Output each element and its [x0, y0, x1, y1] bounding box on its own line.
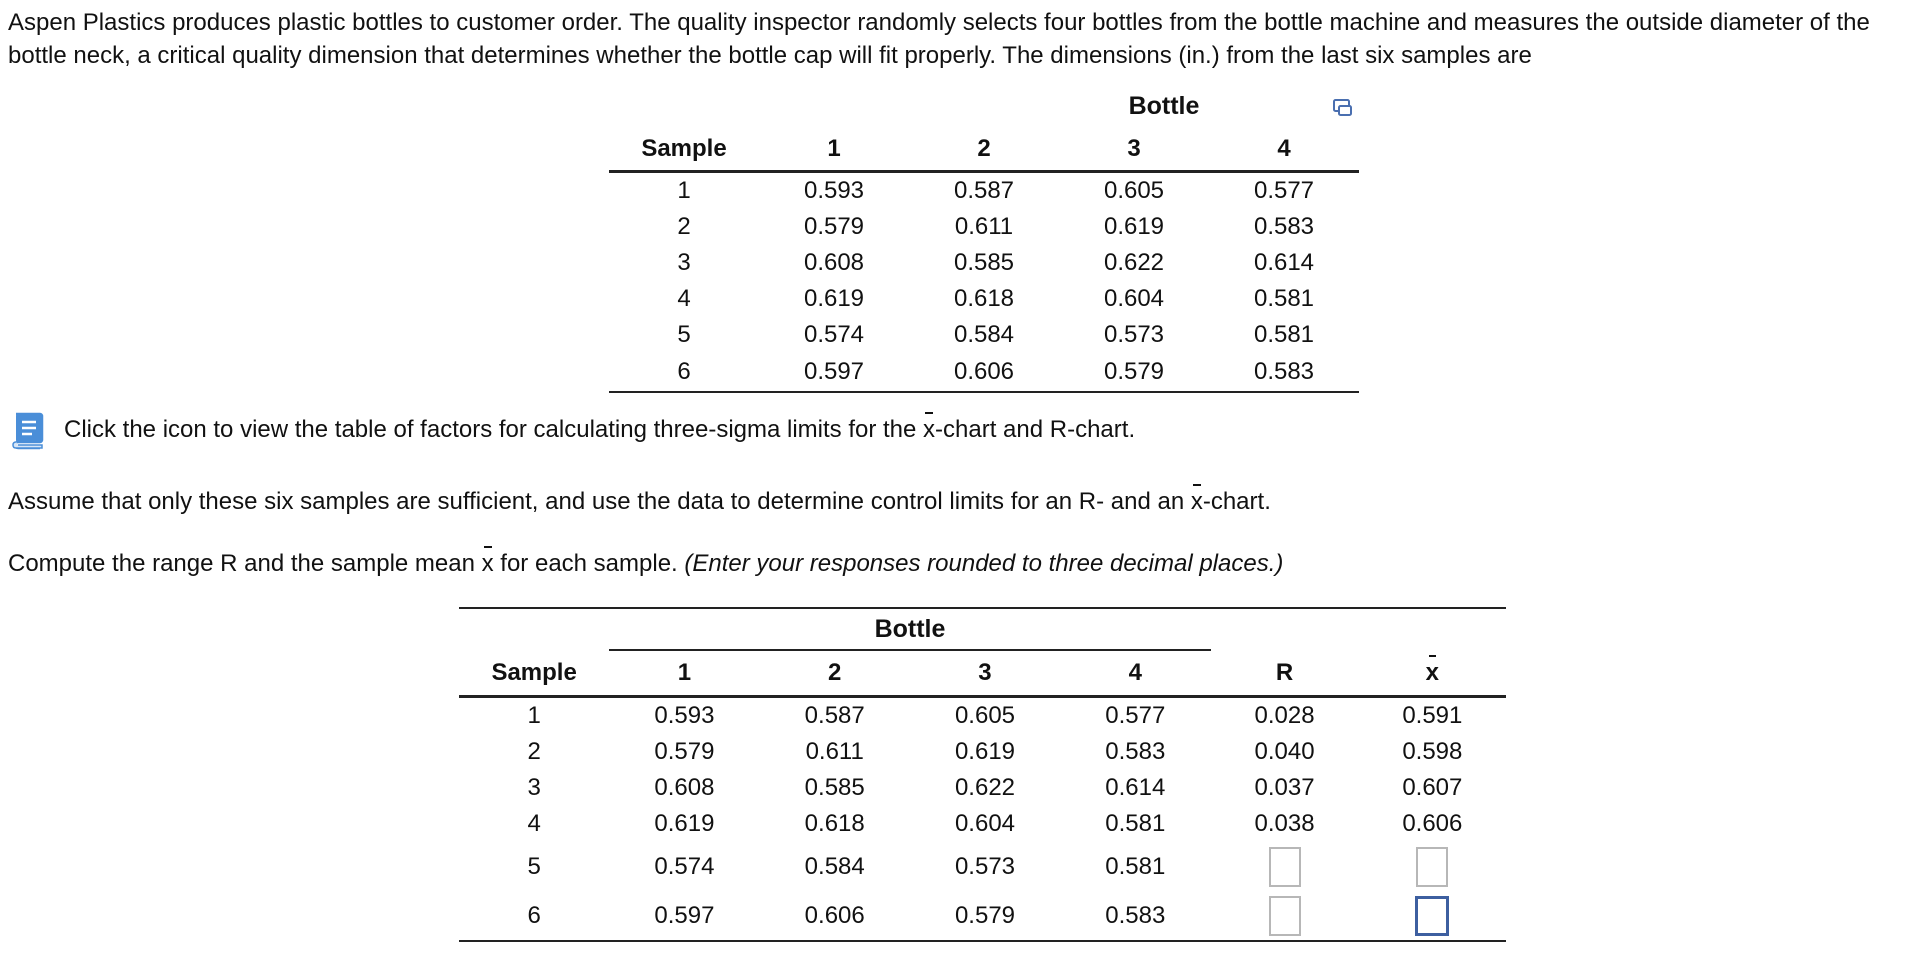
compute-text-middle: for each sample.: [493, 550, 685, 577]
table-cell: 0.606: [909, 353, 1059, 392]
table-row: [459, 891, 1506, 941]
table1-header-row: [609, 128, 1359, 172]
table-cell: 0.581: [1105, 810, 1166, 837]
table1-group-header: Bottle: [1128, 92, 1200, 120]
table-row: [609, 209, 1359, 245]
table-cell: 0.583: [1253, 213, 1315, 240]
table-cell: 0.622: [1103, 249, 1165, 276]
table-cell: 0.579: [654, 738, 715, 765]
assume-text-start: Assume that only these six samples are sufficient, and use the data to determine control limits for an R- and an: [8, 488, 1191, 515]
table-cell: 0.614: [1253, 249, 1315, 276]
factors-link-text-start: Click the icon to view the table of factors for calculating three-sigma limits for the: [64, 416, 924, 443]
table-cell: 0.573: [954, 852, 1016, 880]
table-cell: 0.579: [1059, 353, 1209, 392]
table1-header-bottle-4: 4: [1209, 128, 1359, 172]
factors-table-link[interactable]: [10, 410, 1135, 450]
table-cell: 0.583: [1105, 738, 1166, 765]
table2-header-range: R: [1210, 651, 1358, 697]
table2-header-bottle-4: 4: [1060, 651, 1210, 697]
table-row: [459, 697, 1506, 735]
mean-answer-input-sample-6[interactable]: [1415, 896, 1449, 936]
table1-header-bottle-3: 3: [1059, 128, 1209, 172]
table1-header-sample: Sample: [609, 128, 759, 172]
table2-header-row: [459, 651, 1506, 697]
table-cell: 0.611: [805, 738, 864, 765]
range-value: 0.038: [1254, 810, 1315, 837]
range-answer-input-sample-5[interactable]: [1269, 847, 1301, 887]
table-cell: 0.574: [803, 321, 865, 348]
table-cell: 0.597: [759, 353, 909, 392]
factors-link-text: [64, 416, 1135, 444]
compute-text-start: Compute the range R and the sample mean: [8, 550, 482, 577]
table-cell: 0.604: [1103, 285, 1165, 312]
table-row: [609, 172, 1359, 210]
range-value: 0.037: [1254, 774, 1315, 801]
table-cell: 0.593: [803, 177, 865, 204]
table-row: [459, 734, 1506, 770]
table-cell: 0.622: [954, 774, 1016, 801]
mean-value: 0.607: [1402, 774, 1463, 801]
table-cell: 0.581: [1253, 285, 1315, 312]
range-cell: [1210, 891, 1358, 941]
table-cell: 0.581: [1253, 321, 1315, 348]
table2-top-rule: [459, 607, 1506, 609]
factors-link-text-end: -chart and R-chart.: [935, 416, 1136, 443]
book-icon[interactable]: [10, 410, 46, 450]
table-cell: 6: [609, 353, 759, 392]
mean-value: 0.591: [1402, 702, 1463, 729]
table-cell: 0.611: [954, 213, 1014, 240]
table-cell: 1: [677, 177, 691, 204]
table-cell: 0.573: [1103, 321, 1165, 348]
table2-header-bottle-1: 1: [609, 651, 759, 697]
table-cell: 0.606: [760, 891, 910, 941]
table1-header-bottle-2: 2: [909, 128, 1059, 172]
table-cell: 0.579: [910, 891, 1060, 941]
table-cell: 0.585: [804, 774, 865, 801]
table-cell: 0.619: [954, 738, 1016, 765]
table-cell: 0.619: [654, 810, 715, 837]
mean-cell: [1359, 891, 1506, 941]
table1: [609, 128, 1359, 393]
copy-icon[interactable]: [1331, 96, 1355, 120]
table-cell: 5: [677, 321, 691, 348]
mean-answer-input-sample-5[interactable]: [1416, 847, 1448, 887]
table-row: [609, 317, 1359, 353]
table-cell: 0.619: [1103, 213, 1165, 240]
table-row: [459, 806, 1506, 842]
table-cell: 0.583: [1209, 353, 1359, 392]
problem-intro: Aspen Plastics produces plastic bottles to customer order. The quality inspector randomly selects four bottles from the bottle machine and measures the outside diameter of the bottle neck, a critical quality dimension that determines whether the bottle cap will fit properly. The dimensions (in.) from the last six samples are: [8, 9, 1870, 69]
table-cell: 0.587: [804, 702, 865, 729]
range-value: 0.028: [1254, 702, 1315, 729]
range-cell: [1210, 842, 1358, 891]
table-cell: 0.585: [953, 249, 1015, 276]
table2-group-header: Bottle: [874, 615, 946, 643]
table-cell: 1: [527, 702, 541, 729]
table-cell: 0.608: [803, 249, 865, 276]
table-cell: 0.597: [609, 891, 759, 941]
table-cell: 0.577: [1105, 702, 1166, 729]
table-cell: 4: [527, 810, 541, 837]
table2-header-mean: [1359, 651, 1506, 697]
table-row: [609, 245, 1359, 281]
table-row: [459, 770, 1506, 806]
table-cell: 0.583: [1060, 891, 1210, 941]
x-bar-symbol: x: [1190, 488, 1203, 515]
table-cell: 0.574: [654, 852, 715, 880]
table-cell: 0.619: [803, 285, 865, 312]
table-cell: 3: [677, 249, 691, 276]
table-cell: 0.618: [804, 810, 865, 837]
table2-header-bottle-2: 2: [760, 651, 910, 697]
table-cell: 0.584: [953, 321, 1015, 348]
table2: [459, 651, 1506, 942]
table-cell: 0.608: [654, 774, 715, 801]
table2-header-bottle-3: 3: [910, 651, 1060, 697]
rounding-note: (Enter your responses rounded to three decimal places.): [684, 550, 1284, 577]
table-cell: 5: [527, 852, 541, 880]
table-cell: 0.605: [954, 702, 1016, 729]
assume-instruction: [8, 488, 1271, 516]
table-cell: 0.587: [953, 177, 1015, 204]
table-cell: 0.581: [1105, 852, 1166, 880]
table-cell: 0.593: [654, 702, 715, 729]
table-cell: 0.579: [803, 213, 865, 240]
table-cell: 6: [459, 891, 609, 941]
table-cell: 0.605: [1103, 177, 1165, 204]
table-row: [459, 842, 1506, 891]
table-cell: 0.614: [1105, 774, 1166, 801]
table-cell: 0.577: [1253, 177, 1315, 204]
x-bar-symbol: x: [481, 550, 494, 577]
x-bar-symbol: x: [1425, 659, 1440, 686]
table-cell: 2: [677, 213, 691, 240]
table-cell: 0.604: [954, 810, 1016, 837]
table-row: [609, 353, 1359, 392]
table-cell: 0.618: [953, 285, 1015, 312]
x-bar-symbol: x: [923, 416, 936, 443]
table2-header-sample: Sample: [459, 651, 609, 697]
table-cell: 3: [527, 774, 541, 801]
mean-value: 0.606: [1402, 810, 1463, 837]
mean-value: 0.598: [1402, 738, 1463, 765]
table-cell: 4: [677, 285, 691, 312]
table-row: [609, 281, 1359, 317]
table1-header-bottle-1: 1: [759, 128, 909, 172]
mean-cell: [1359, 842, 1506, 891]
table-cell: 2: [527, 738, 541, 765]
table-cell: 0.584: [804, 852, 865, 880]
compute-instruction: [8, 550, 1283, 578]
range-value: 0.040: [1254, 738, 1315, 765]
assume-text-end: -chart.: [1202, 488, 1271, 515]
range-answer-input-sample-6[interactable]: [1269, 896, 1301, 936]
